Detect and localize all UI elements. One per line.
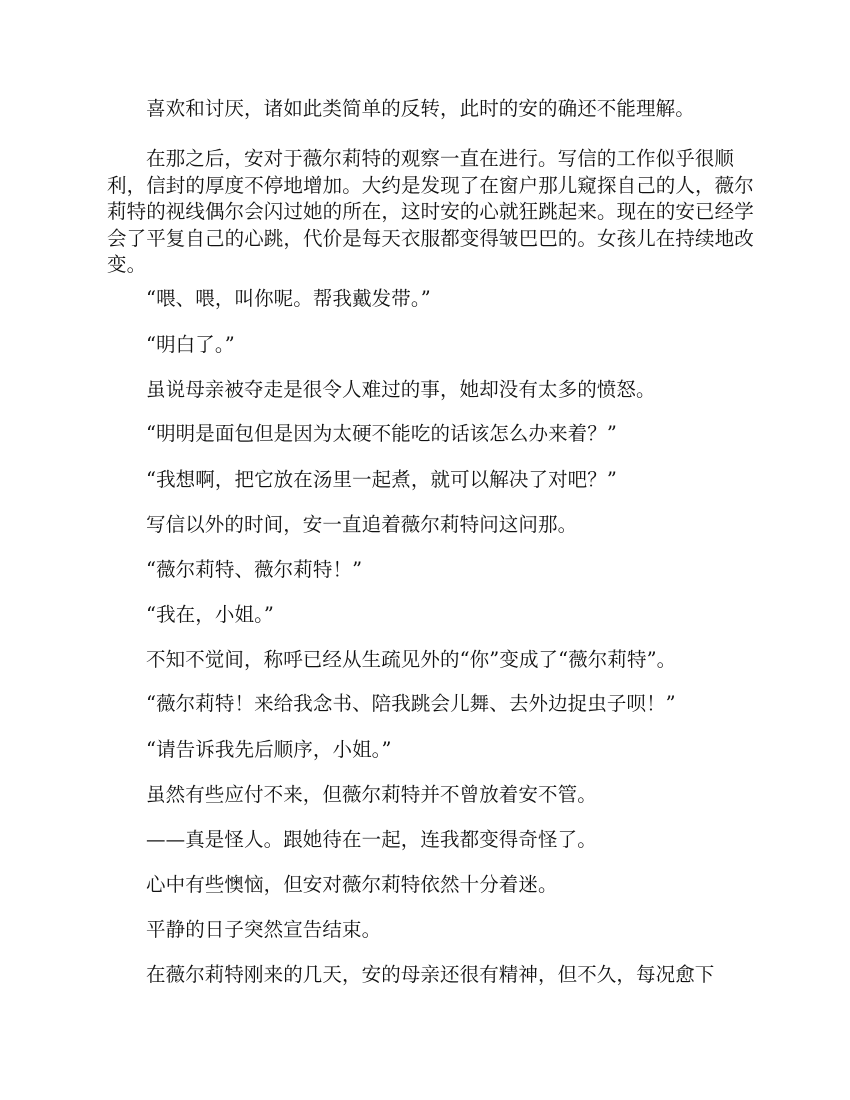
paragraph-1: 喜欢和讨厌，诸如此类简单的反转，此时的安的确还不能理解。 [146, 97, 695, 120]
paragraph-13: “请告诉我先后顺序，小姐。” [146, 738, 392, 761]
paragraph-8: 写信以外的时间，安一直追着薇尔莉特问这问那。 [146, 513, 578, 536]
paragraph-15: ——真是怪人。跟她待在一起，连我都变得奇怪了。 [146, 828, 597, 851]
paragraph-3: “喂、喂，叫你呢。帮我戴发带。” [146, 287, 431, 310]
paragraph-14: 虽然有些应付不来，但薇尔莉特并不曾放着安不管。 [146, 783, 597, 806]
paragraph-6: “明明是面包但是因为太硬不能吃的话该怎么办来着？” [146, 422, 617, 445]
paragraph-2: 在那之后，安对于薇尔莉特的观察一直在进行。写信的工作似乎很顺利，信封的厚度不停地增加。大约是发现了在窗户那儿窥探自己的人，薇尔莉特的视线偶尔会闪过她的所在，这时安的心就狂跳起来。现在的安已经学会了平复自己的心跳，代价是每天衣服都变得皱巴巴的。女孩儿在持续地改变。 [107, 147, 754, 276]
paragraph-12: “薇尔莉特！来给我念书、陪我跳会儿舞、去外边捉虫子呗！” [146, 692, 676, 715]
paragraph-18: 在薇尔莉特刚来的几天，安的母亲还很有精神，但不久，每况愈下 [146, 963, 715, 986]
paragraph-5: 虽说母亲被夺走是很令人难过的事，她却没有太多的愤怒。 [146, 378, 656, 401]
paragraph-11: 不知不觉间，称呼已经从生疏见外的“你”变成了“薇尔莉特”。 [146, 648, 677, 671]
paragraph-9: “薇尔莉特、薇尔莉特！” [146, 558, 363, 581]
paragraph-10: “我在，小姐。” [146, 603, 274, 626]
paragraph-7: “我想啊，把它放在汤里一起煮，就可以解决了对吧？” [146, 468, 617, 491]
paragraph-16: 心中有些懊恼，但安对薇尔莉特依然十分着迷。 [146, 873, 558, 896]
paragraph-17: 平静的日子突然宣告结束。 [146, 918, 382, 941]
paragraph-4: “明白了。” [146, 333, 235, 356]
